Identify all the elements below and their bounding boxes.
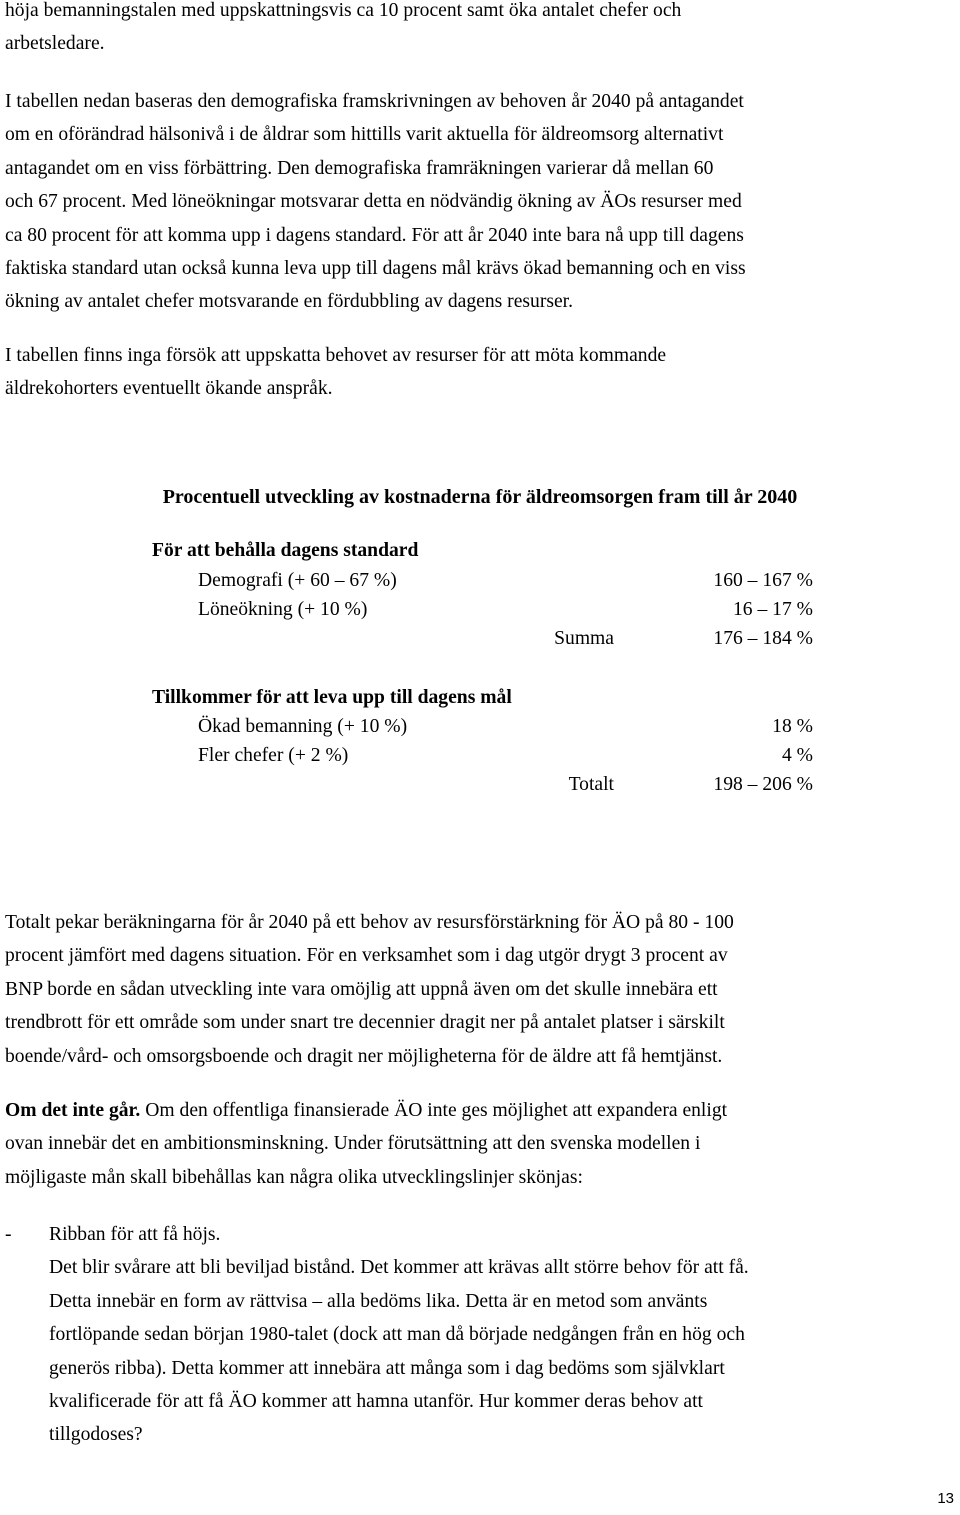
- paragraph-line: ökning av antalet chefer motsvarande en fördubbling av dagens resurser.: [5, 291, 574, 313]
- paragraph-line: boende/vård- och omsorgsboende och dragit ner möjligheterna för de äldre att få hemtjänst.: [5, 1045, 723, 1067]
- paragraph-table-basis: [5, 85, 955, 319]
- paragraph-line: BNP borde en sådan utveckling inte vara omöjlig att uppnå även om det skulle innebära ett: [5, 978, 718, 1000]
- list-item-line: generös ribba). Detta kommer att innebära att många som i dag bedöms som självklart: [49, 1357, 725, 1379]
- paragraph-line: möjligaste mån skall bibehållas kan några olika utvecklingslinjer skönjas:: [5, 1166, 583, 1188]
- paragraph-line: procent jämfört med dagens situation. För en verksamhet som i dag utgör drygt 3 procent av: [5, 945, 728, 967]
- table-row-label-loneokning: Löneökning (+ 10 %): [198, 599, 368, 620]
- list-item-line: Det blir svårare att bli beviljad bistånd. Det kommer att krävas allt större behov för att få.: [49, 1257, 749, 1279]
- table-sum-value: 176 – 184 %: [713, 628, 813, 649]
- table-row-label-bemanning: Ökad bemanning (+ 10 %): [198, 716, 408, 737]
- paragraph-line: I tabellen finns inga försök att uppskatta behovet av resurser för att möta kommande: [5, 345, 667, 366]
- paragraph-lead-bold: Om det inte går.: [5, 1100, 141, 1121]
- paragraph-line: ovan innebär det en ambitionsminskning. Under förutsättning att den svenska modellen i: [5, 1133, 701, 1155]
- cost-table-title: Procentuell utveckling av kostnaderna för äldreomsorgen fram till år 2040: [162, 486, 798, 508]
- paragraph-line: trendbrott för ett område som under snart tre decennier dragit ner på antalet platser i särskilt: [5, 1012, 725, 1034]
- list-item-line: tillgodoses?: [49, 1424, 143, 1446]
- paragraph-line: antagandet om en viss förbättring. Den demografiska framräkningen varierar då mellan 60: [5, 157, 714, 179]
- table-row-value-demografi: 160 – 167 %: [713, 570, 813, 591]
- table-sum-label: Summa: [554, 628, 614, 649]
- paragraph-line: äldrekohorters eventuellt ökande anspråk.: [5, 378, 333, 400]
- table-row-value-chefer: 4 %: [781, 745, 813, 766]
- paragraph-line: faktiska standard utan också kunna leva upp till dagens mål krävs ökad bemanning och en viss: [5, 258, 746, 280]
- intro-line-1: höja bemanningstalen med uppskattningsvis ca 10 procent samt öka antalet chefer och: [5, 0, 682, 21]
- table-row-label-chefer: Fler chefer (+ 2 %): [198, 745, 349, 766]
- paragraph-line: och 67 procent. Med löneökningar motsvarar detta en nödvändig ökning av ÄOs resurser med: [5, 191, 742, 213]
- list-item-line: kvalificerade för att få ÄO kommer att hamna utanför. Hur kommer deras behov att: [49, 1391, 703, 1413]
- list-item: [49, 1218, 949, 1452]
- paragraph-line: I tabellen nedan baseras den demografiska framskrivningen av behoven år 2040 på antagandet: [5, 91, 744, 112]
- page-number: 13: [937, 1490, 954, 1507]
- paragraph-if-not-possible: [5, 1094, 955, 1194]
- list-item-line: fortlöpande sedan början 1980-talet (dock att man då började nedgången från en hög och: [49, 1324, 745, 1346]
- table-row-value-bemanning: 18 %: [772, 716, 813, 737]
- intro-paragraph: [5, 0, 955, 61]
- list-item-title: Ribban för att få höjs.: [49, 1224, 221, 1245]
- paragraph-line-rest: Om den offentliga finansierade ÄO inte ges möjlighet att expandera enligt: [140, 1100, 728, 1121]
- paragraph-line: [5, 1094, 955, 1127]
- table-total-label: Totalt: [568, 774, 614, 795]
- paragraph-line: Totalt pekar beräkningarna för år 2040 på ett behov av resursförstärkning för ÄO på 80 - 100: [5, 912, 734, 933]
- table-total-value: 198 – 206 %: [713, 774, 813, 795]
- paragraph-total-assessment: [5, 906, 955, 1073]
- table-section-heading-standard: För att behålla dagens standard: [152, 540, 419, 561]
- table-row-value-loneokning: 16 – 17 %: [732, 599, 813, 620]
- paragraph-line: ca 80 procent för att komma upp i dagens standard. För att år 2040 inte bara nå upp till dagens: [5, 224, 744, 246]
- paragraph-no-cohort-estimate: [5, 339, 955, 406]
- paragraph-line: om en oförändrad hälsonivå i de åldrar som hittills varit aktuella för äldreomsorg alternativt: [5, 124, 724, 146]
- intro-line-2: arbetsledare.: [5, 33, 105, 55]
- list-bullet: -: [5, 1224, 12, 1245]
- table-row-label-demografi: Demografi (+ 60 – 67 %): [198, 570, 397, 591]
- table-section-heading-goals: Tillkommer för att leva upp till dagens mål: [152, 687, 512, 708]
- list-item-line: Detta innebär en form av rättvisa – alla bedöms lika. Detta är en metod som använts: [49, 1290, 708, 1312]
